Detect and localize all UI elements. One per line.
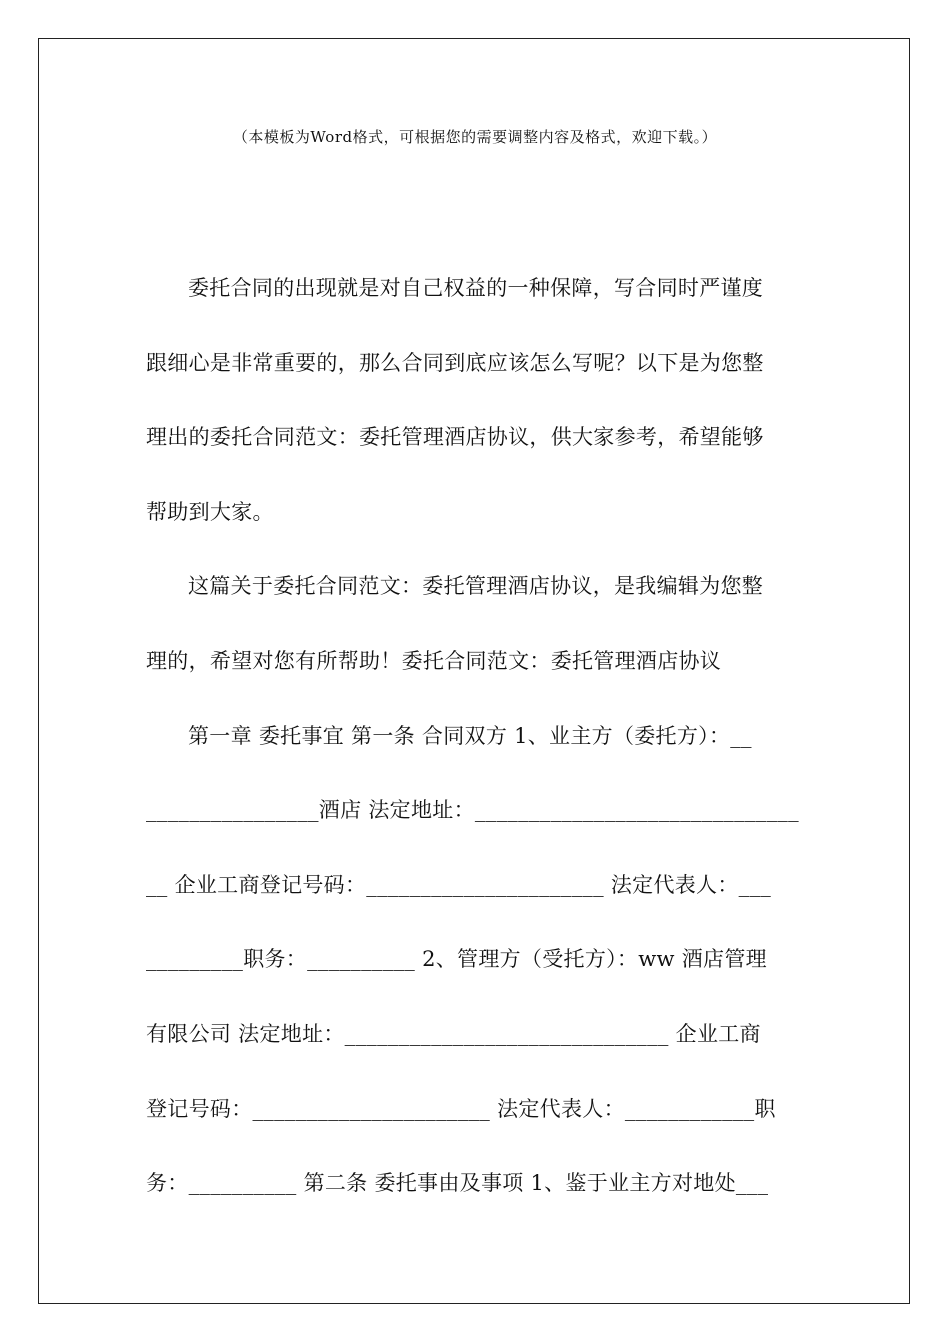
contract-line-4: _________职务：__________ 2、管理方（受托方）：ww 酒店管理 <box>146 947 767 971</box>
contract-line-1: 第一章 委托事宜 第一条 合同双方 1、业主方（委托方）：__ <box>188 724 752 748</box>
paragraph-line-1: 委托合同的出现就是对自己权益的一种保障，写合同时严谨度 <box>188 276 764 300</box>
contract-line-3: __ 企业工商登记号码：______________________ 法定代表人：___ <box>146 873 772 897</box>
paragraph-line-5: 这篇关于委托合同范文：委托管理酒店协议，是我编辑为您整 <box>188 574 764 598</box>
contract-line-6: 登记号码：______________________ 法定代表人：____________职 <box>146 1097 776 1121</box>
template-note: （本模板为Word格式，可根据您的需要调整内容及格式，欢迎下载。） <box>232 128 718 146</box>
paragraph-line-3: 理出的委托合同范文：委托管理酒店协议，供大家参考，希望能够 <box>146 425 764 449</box>
contract-line-2: ________________酒店 法定地址：______________________________ <box>146 798 799 822</box>
contract-line-7: 务：__________ 第二条 委托事由及事项 1、鉴于业主方对地处___ <box>146 1171 769 1195</box>
contract-line-5: 有限公司 法定地址：______________________________ 企业工商 <box>146 1022 761 1046</box>
paragraph-line-4: 帮助到大家。 <box>146 500 274 524</box>
paragraph-line-2: 跟细心是非常重要的，那么合同到底应该怎么写呢？以下是为您整 <box>146 351 764 375</box>
paragraph-line-6: 理的，希望对您有所帮助！委托合同范文：委托管理酒店协议 <box>146 649 722 673</box>
